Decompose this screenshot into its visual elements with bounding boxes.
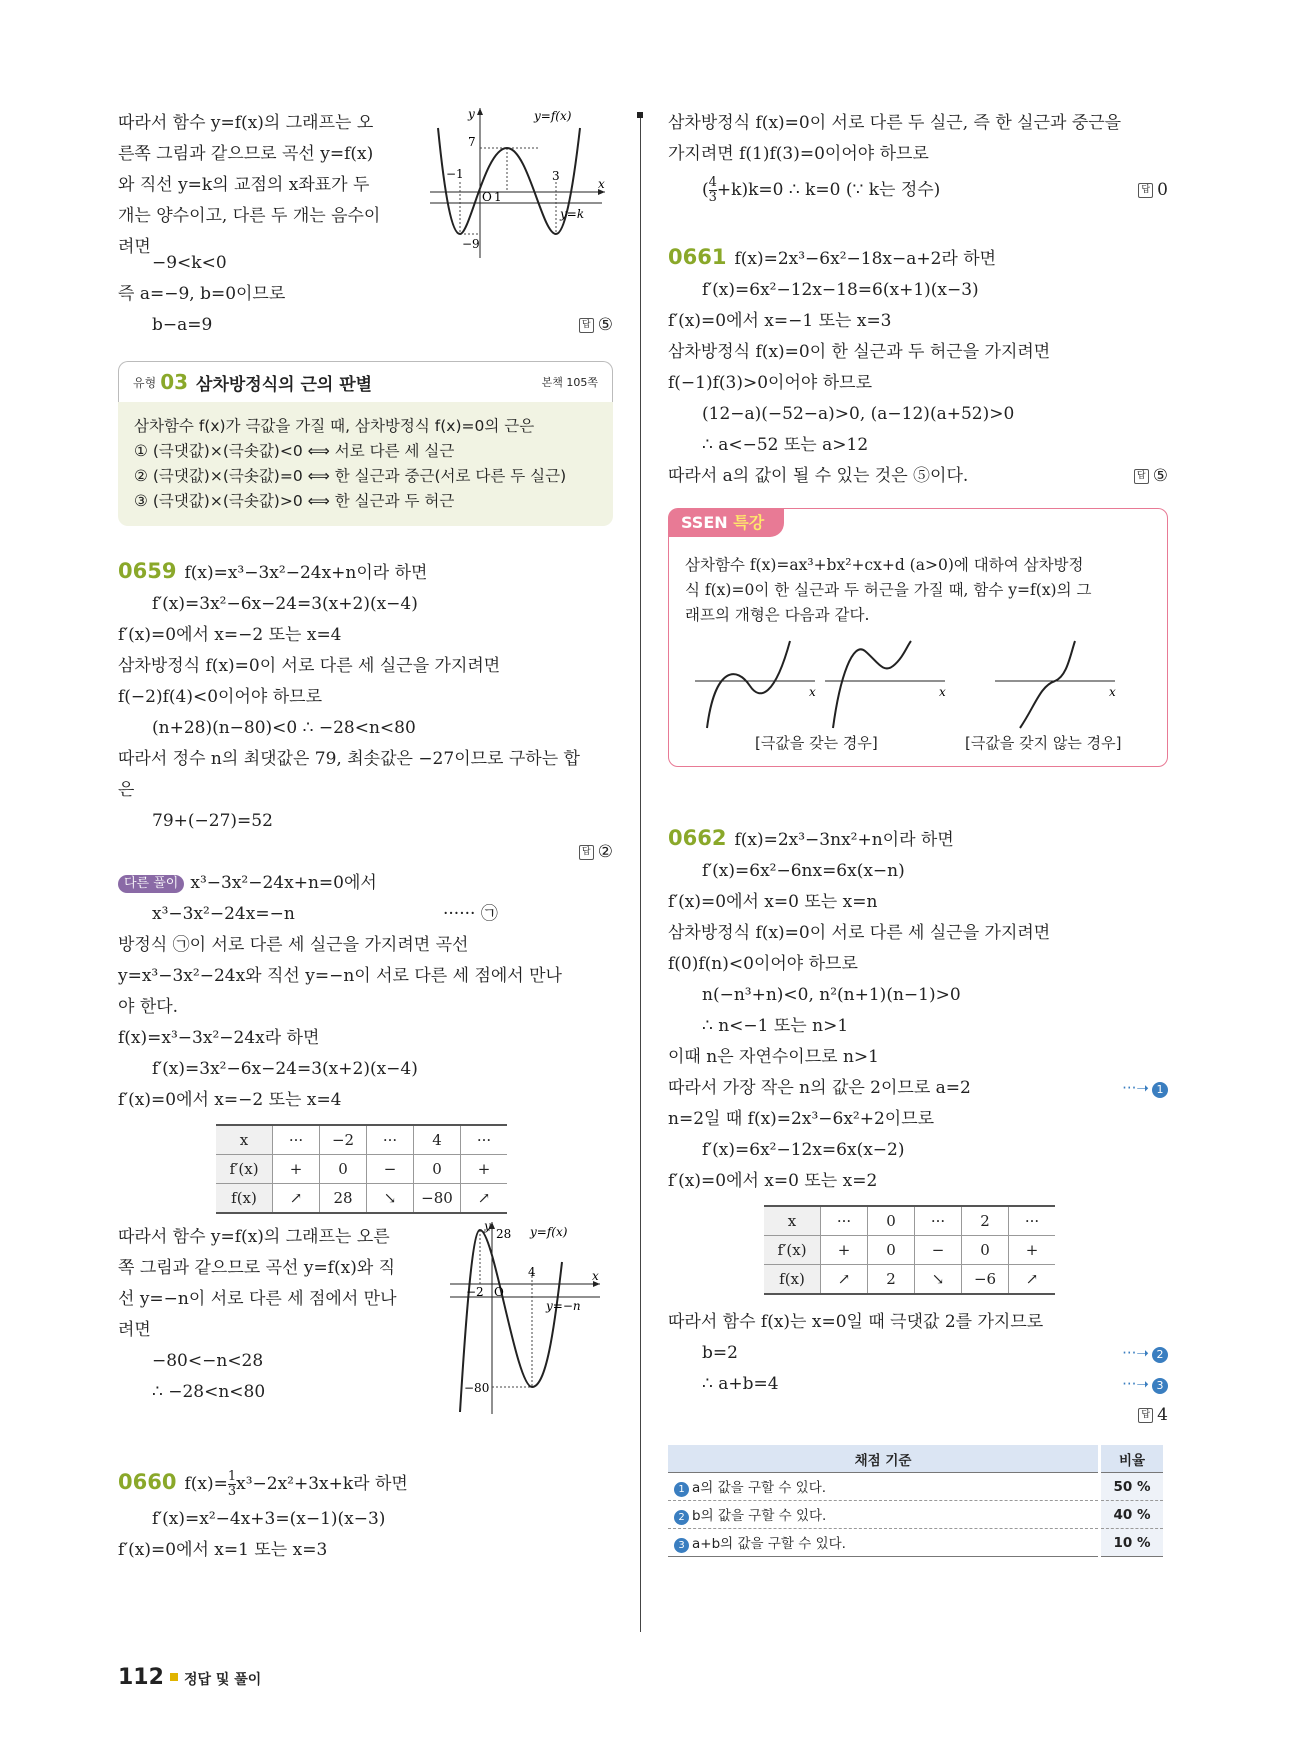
answer-value: ②	[597, 842, 613, 862]
mark-arrow: ···➝	[1122, 1079, 1149, 1097]
text-line: x³−3x²−24x+n=0에서	[190, 873, 377, 893]
type-line: 삼차함수 f(x)가 극값을 가질 때, 삼차방정식 f(x)=0의 근은	[134, 417, 535, 435]
criteria-text: b의 값을 구할 수 있다.	[692, 1508, 827, 1524]
graph-xlabel: x	[809, 685, 816, 699]
answer	[579, 310, 613, 341]
score-mark-1	[1122, 1073, 1168, 1104]
graph1-origin: O	[482, 190, 492, 204]
graph1-line-label: y=k	[560, 207, 585, 221]
intro-line: 따라서 함수 y=f(x)의 그래프는 오	[118, 113, 374, 133]
criteria-ratio: 40 %	[1100, 1501, 1164, 1529]
graph1-ylabel: y	[468, 108, 475, 121]
text-line: n(−n³+n)<0, n²(n+1)(n−1)>0	[702, 985, 961, 1005]
text-line: f′(x)=6x²−12x−18=6(x+1)(x−3)	[702, 280, 979, 300]
mark-number: 1	[1152, 1082, 1168, 1098]
increase-decrease-table	[216, 1124, 507, 1214]
problem-0661	[668, 242, 1168, 492]
text-part: f(x)=	[184, 1474, 228, 1494]
score-mark-3	[1122, 1369, 1168, 1400]
text-line: f(x)=2x³−6x²−18x−a+2라 하면	[734, 249, 997, 269]
mark-number: 2	[1152, 1347, 1168, 1363]
graph1-tick-m1: −1	[446, 167, 464, 181]
graph-shape-1	[695, 636, 825, 731]
footer-title: 정답 및 풀이	[183, 1672, 262, 1688]
answer-icon: 답	[579, 318, 594, 333]
text-line: 가지려면 f(1)f(3)=0이어야 하므로	[668, 144, 929, 164]
text-line: f′(x)=3x²−6x−24=3(x+2)(x−4)	[152, 1059, 418, 1079]
table-cell: ···	[273, 1125, 320, 1155]
text-line: 래프의 개형은 다음과 같다.	[685, 606, 870, 624]
text-line: f′(x)=0에서 x=0 또는 x=2	[668, 1171, 878, 1191]
ratio-header: 비율	[1100, 1445, 1164, 1473]
graph-quartic	[430, 108, 610, 263]
caption-has-extremum: [극값을 갖는 경우]	[755, 734, 878, 752]
text-line: 식 f(x)=0이 한 실근과 두 허근을 가질 때, 함수 y=f(x)의 그	[685, 581, 1092, 599]
answer-value: ⑤	[1152, 466, 1168, 486]
footer-bullet	[170, 1673, 178, 1681]
answer	[668, 1400, 1168, 1431]
text-line: 려면	[118, 1320, 151, 1340]
text-line: f′(x)=6x²−12x=6x(x−2)	[702, 1140, 905, 1160]
caption-no-extremum: [극값을 갖지 않는 경우]	[965, 734, 1122, 752]
graph-shape-2	[825, 636, 955, 731]
table-cell: 4	[414, 1125, 461, 1155]
text-line: 삼차함수 f(x)=ax³+bx²+cx+d (a>0)에 대하여 삼차방정	[685, 556, 1084, 574]
problem-number: 0661	[668, 245, 727, 269]
text-line: 즉 a=−9, b=0이므로	[118, 284, 286, 304]
type-label: 유형	[133, 375, 157, 390]
table-cell: ···	[1009, 1206, 1056, 1236]
text-line: 삼차방정식 f(x)=0이 서로 다른 두 실근, 즉 한 실근과 중근을	[668, 113, 1122, 133]
text-line: f′(x)=0에서 x=−2 또는 x=4	[118, 625, 342, 645]
text-line: (n+28)(n−80)<0 ∴ −28<n<80	[152, 718, 416, 738]
text-line: (12−a)(−52−a)>0, (a−12)(a+52)>0	[702, 404, 1015, 424]
mark-arrow: ···➝	[1122, 1344, 1149, 1362]
result-text: b−a=9	[152, 315, 213, 335]
intro-line: 와 직선 y=k의 교점의 x좌표가 두	[118, 175, 370, 195]
text-line: 삼차방정식 f(x)=0이 서로 다른 세 실근을 가지려면	[118, 656, 501, 676]
text-line: f(−1)f(3)>0이어야 하므로	[668, 373, 872, 393]
table-cell: x	[216, 1125, 273, 1155]
problem-number: 0659	[118, 559, 177, 583]
text-line: 따라서 가장 작은 n의 값은 2이므로 a=2	[668, 1078, 971, 1098]
alt-solution	[118, 868, 613, 1418]
answer	[1134, 461, 1168, 492]
type-number: 03	[160, 370, 189, 394]
answer-icon: 답	[579, 845, 594, 860]
text-line: y=x³−3x²−24x와 직선 y=−n이 서로 다른 세 점에서 만나	[118, 966, 562, 986]
graph-xlabel: x	[939, 685, 946, 699]
intro-line: 려면	[118, 237, 151, 257]
text-line: 쪽 그림과 같으므로 곡선 y=f(x)와 직	[118, 1258, 396, 1278]
table-cell: 2	[868, 1265, 915, 1295]
graph-cubic	[450, 1222, 610, 1417]
text-line: n=2일 때 f(x)=2x³−6x²+2이므로	[668, 1109, 935, 1129]
text-line: 삼차방정식 f(x)=0이 한 실근과 두 허근을 가지려면	[668, 342, 1051, 362]
graph2-curve-label: y=f(x)	[530, 1225, 568, 1239]
fraction-denominator: 3	[227, 1484, 237, 1499]
graph1-tick-m9: −9	[462, 237, 480, 251]
scoring-row	[668, 1501, 1163, 1529]
graph2-line-label: y=−n	[546, 1299, 581, 1313]
table-cell: ↗	[1009, 1265, 1056, 1295]
problem-0660	[118, 1462, 613, 1566]
ssen-title: SSEN	[681, 513, 728, 532]
alt-solution-label: 다른 풀이	[118, 875, 184, 893]
graph1-xlabel: x	[598, 177, 605, 191]
table-cell: 2	[962, 1206, 1009, 1236]
graph2-tick-m80: −80	[464, 1381, 490, 1395]
fraction	[228, 1470, 236, 1499]
table-cell: 28	[320, 1184, 367, 1214]
text-line: f′(x)=6x²−6nx=6x(x−n)	[702, 861, 905, 881]
problem-number: 0660	[118, 1470, 177, 1494]
table-cell: ↗	[273, 1184, 320, 1214]
text-line: f′(x)=0에서 x=0 또는 x=n	[668, 892, 878, 912]
scoring-table	[668, 1445, 1163, 1557]
criteria-ratio: 50 %	[1100, 1473, 1164, 1501]
type-title: 삼차방정식의 근의 판별	[196, 374, 373, 395]
ssen-header	[669, 509, 784, 537]
graph2-ylabel: y	[484, 1222, 491, 1233]
type-box-body	[118, 402, 613, 526]
table-cell: −	[915, 1236, 962, 1265]
problem-number: 0662	[668, 826, 727, 850]
text-line: 야 한다.	[118, 997, 179, 1017]
divider-mark	[637, 112, 643, 118]
text-line: ∴ a<−52 또는 a>12	[702, 435, 869, 455]
text-line: 방정식 ㉠이 서로 다른 세 실근을 가지려면 곡선	[118, 935, 469, 955]
graph2-origin: O	[494, 1285, 504, 1299]
problem-0662	[668, 823, 1168, 1557]
ssen-body	[685, 553, 1151, 628]
table-cell: f′(x)	[764, 1236, 821, 1265]
table-cell: f′(x)	[216, 1155, 273, 1184]
type-line: ③ (극댓값)×(극솟값)>0 ⟺ 한 실근과 두 허근	[134, 492, 455, 510]
table-cell: ···	[367, 1125, 414, 1155]
equation-tag: ······ ㉠	[443, 904, 498, 924]
type-box	[118, 361, 613, 526]
criteria-ratio: 10 %	[1100, 1529, 1164, 1557]
text-line: ∴ −28<n<80	[152, 1382, 266, 1402]
ssen-special-box	[668, 508, 1168, 767]
fraction-numerator: 1	[227, 1469, 237, 1484]
type-line: ① (극댓값)×(극솟값)<0 ⟺ 서로 다른 세 실근	[134, 442, 455, 460]
type-line: ② (극댓값)×(극솟값)=0 ⟺ 한 실근과 중근(서로 다른 두 실근)	[134, 467, 567, 485]
fraction-denominator: 3	[708, 190, 717, 205]
ssen-subtitle: 특강	[733, 513, 765, 532]
table-cell: ···	[461, 1125, 508, 1155]
table-cell: ↘	[915, 1265, 962, 1295]
criteria-number: 2	[674, 1510, 689, 1525]
answer	[118, 837, 613, 868]
intro-line: 개는 양수이고, 다른 두 개는 음수이	[118, 206, 381, 226]
text-line: 선 y=−n이 서로 다른 세 점에서 만나	[118, 1289, 397, 1309]
table-cell: +	[1009, 1236, 1056, 1265]
text-line: f(x)=x³−3x²−24x+n이라 하면	[184, 563, 428, 583]
text-part: (	[702, 180, 709, 200]
graph-shape-3	[995, 636, 1125, 731]
page-number: 112	[118, 1665, 164, 1690]
table-cell: −80	[414, 1184, 461, 1214]
table-cell: x	[764, 1206, 821, 1236]
left-column	[118, 108, 613, 1566]
graph2-tick-28: 28	[496, 1227, 512, 1241]
table-cell: ···	[821, 1206, 868, 1236]
scoring-row	[668, 1529, 1163, 1557]
ssen-graphs	[685, 636, 1151, 756]
table-cell: +	[821, 1236, 868, 1265]
text-line: ∴ n<−1 또는 n>1	[702, 1016, 849, 1036]
text-line: ∴ a+b=4	[702, 1374, 779, 1394]
graph1-curve-label: y=f(x)	[534, 109, 572, 123]
intro-block	[118, 108, 613, 257]
answer-icon: 답	[1134, 469, 1149, 484]
table-cell: +	[461, 1155, 508, 1184]
text-line: b=2	[702, 1343, 738, 1363]
mark-number: 3	[1152, 1378, 1168, 1394]
column-divider	[640, 112, 641, 1632]
graph2-tick-m2: −2	[466, 1285, 484, 1299]
text-line: 이때 n은 자연수이므로 n>1	[668, 1047, 879, 1067]
text-line: 은	[118, 780, 135, 800]
text-line: f(x)=x³−3x²−24x라 하면	[118, 1028, 320, 1048]
criteria-number: 3	[674, 1538, 689, 1553]
table-cell: 0	[414, 1155, 461, 1184]
table-cell: ↗	[821, 1265, 868, 1295]
text-line: 따라서 함수 f(x)는 x=0일 때 극댓값 2를 가지므로	[668, 1312, 1044, 1332]
table-cell: f(x)	[216, 1184, 273, 1214]
text-line: f′(x)=x²−4x+3=(x−1)(x−3)	[152, 1509, 386, 1529]
page-footer	[118, 1665, 261, 1690]
result-line	[118, 310, 613, 341]
intro-line: 른쪽 그림과 같으므로 곡선 y=f(x)	[118, 144, 374, 164]
text-line: f′(x)=3x²−6x−24=3(x+2)(x−4)	[152, 594, 418, 614]
scoring-row	[668, 1473, 1163, 1501]
table-cell: −6	[962, 1265, 1009, 1295]
increase-decrease-table	[764, 1205, 1055, 1295]
text-part: +k)k=0 ∴ k=0 (∵ k는 정수)	[716, 180, 941, 200]
text-line: −80<−n<28	[152, 1351, 264, 1371]
text-line: f(x)=2x³−3nx²+n이라 하면	[734, 830, 954, 850]
text-line: f(0)f(n)<0이어야 하므로	[668, 954, 858, 974]
mark-arrow: ···➝	[1122, 1375, 1149, 1393]
type-box-header	[118, 361, 613, 402]
table-cell: ↘	[367, 1184, 414, 1214]
scoring-header: 채점 기준	[668, 1445, 1100, 1473]
graph1-tick-7: 7	[468, 135, 476, 149]
criteria-number: 1	[674, 1482, 689, 1497]
graph-xlabel: x	[1109, 685, 1116, 699]
graph2-xlabel: x	[592, 1269, 599, 1283]
answer	[1138, 170, 1168, 210]
fraction	[709, 176, 717, 205]
answer-value: ⑤	[597, 315, 613, 335]
text-line: 79+(−27)=52	[152, 811, 273, 831]
fraction-numerator: 4	[708, 175, 717, 190]
text-line: f(−2)f(4)<0이어야 하므로	[118, 687, 322, 707]
text-line: 따라서 a의 값이 될 수 있는 것은 ⑤이다.	[668, 466, 969, 486]
table-cell: −	[367, 1155, 414, 1184]
table-cell: ↗	[461, 1184, 508, 1214]
table-cell: −2	[320, 1125, 367, 1155]
problem-0659	[118, 556, 613, 868]
type-reference: 본책 105쪽	[541, 376, 598, 389]
right-column	[668, 108, 1168, 1557]
table-cell: ···	[915, 1206, 962, 1236]
text-line: f′(x)=0에서 x=1 또는 x=3	[118, 1540, 328, 1560]
text-line: 삼차방정식 f(x)=0이 서로 다른 세 실근을 가지려면	[668, 923, 1051, 943]
text-line: f′(x)=0에서 x=−2 또는 x=4	[118, 1090, 342, 1110]
table-cell: +	[273, 1155, 320, 1184]
text-line: x³−3x²−24x=−n	[152, 904, 295, 924]
text-line: 따라서 정수 n의 최댓값은 79, 최솟값은 −27이므로 구하는 합	[118, 749, 580, 769]
text-line: f′(x)=0에서 x=−1 또는 x=3	[668, 311, 892, 331]
text-part: x³−2x²+3x+k라 하면	[236, 1474, 408, 1494]
answer-value: 0	[1157, 180, 1168, 200]
answer-value: 4	[1157, 1405, 1168, 1425]
graph1-tick-1: 1	[494, 190, 502, 204]
table-cell: 0	[962, 1236, 1009, 1265]
answer-icon: 답	[1138, 1408, 1153, 1423]
graph1-tick-3: 3	[552, 169, 560, 183]
criteria-text: a+b의 값을 구할 수 있다.	[692, 1536, 846, 1552]
table-cell: f(x)	[764, 1265, 821, 1295]
equation-line	[668, 170, 1168, 210]
answer-icon: 답	[1138, 183, 1153, 198]
graph2-tick-4: 4	[528, 1265, 536, 1279]
table-cell: 0	[320, 1155, 367, 1184]
criteria-text: a의 값을 구할 수 있다.	[692, 1480, 827, 1496]
table-cell: 0	[868, 1236, 915, 1265]
text-line: 따라서 함수 y=f(x)의 그래프는 오른	[118, 1227, 390, 1247]
table-cell: 0	[868, 1206, 915, 1236]
score-mark-2	[1122, 1338, 1168, 1369]
inequality: −9<k<0	[152, 253, 227, 273]
alt-graph-block	[118, 1222, 613, 1418]
